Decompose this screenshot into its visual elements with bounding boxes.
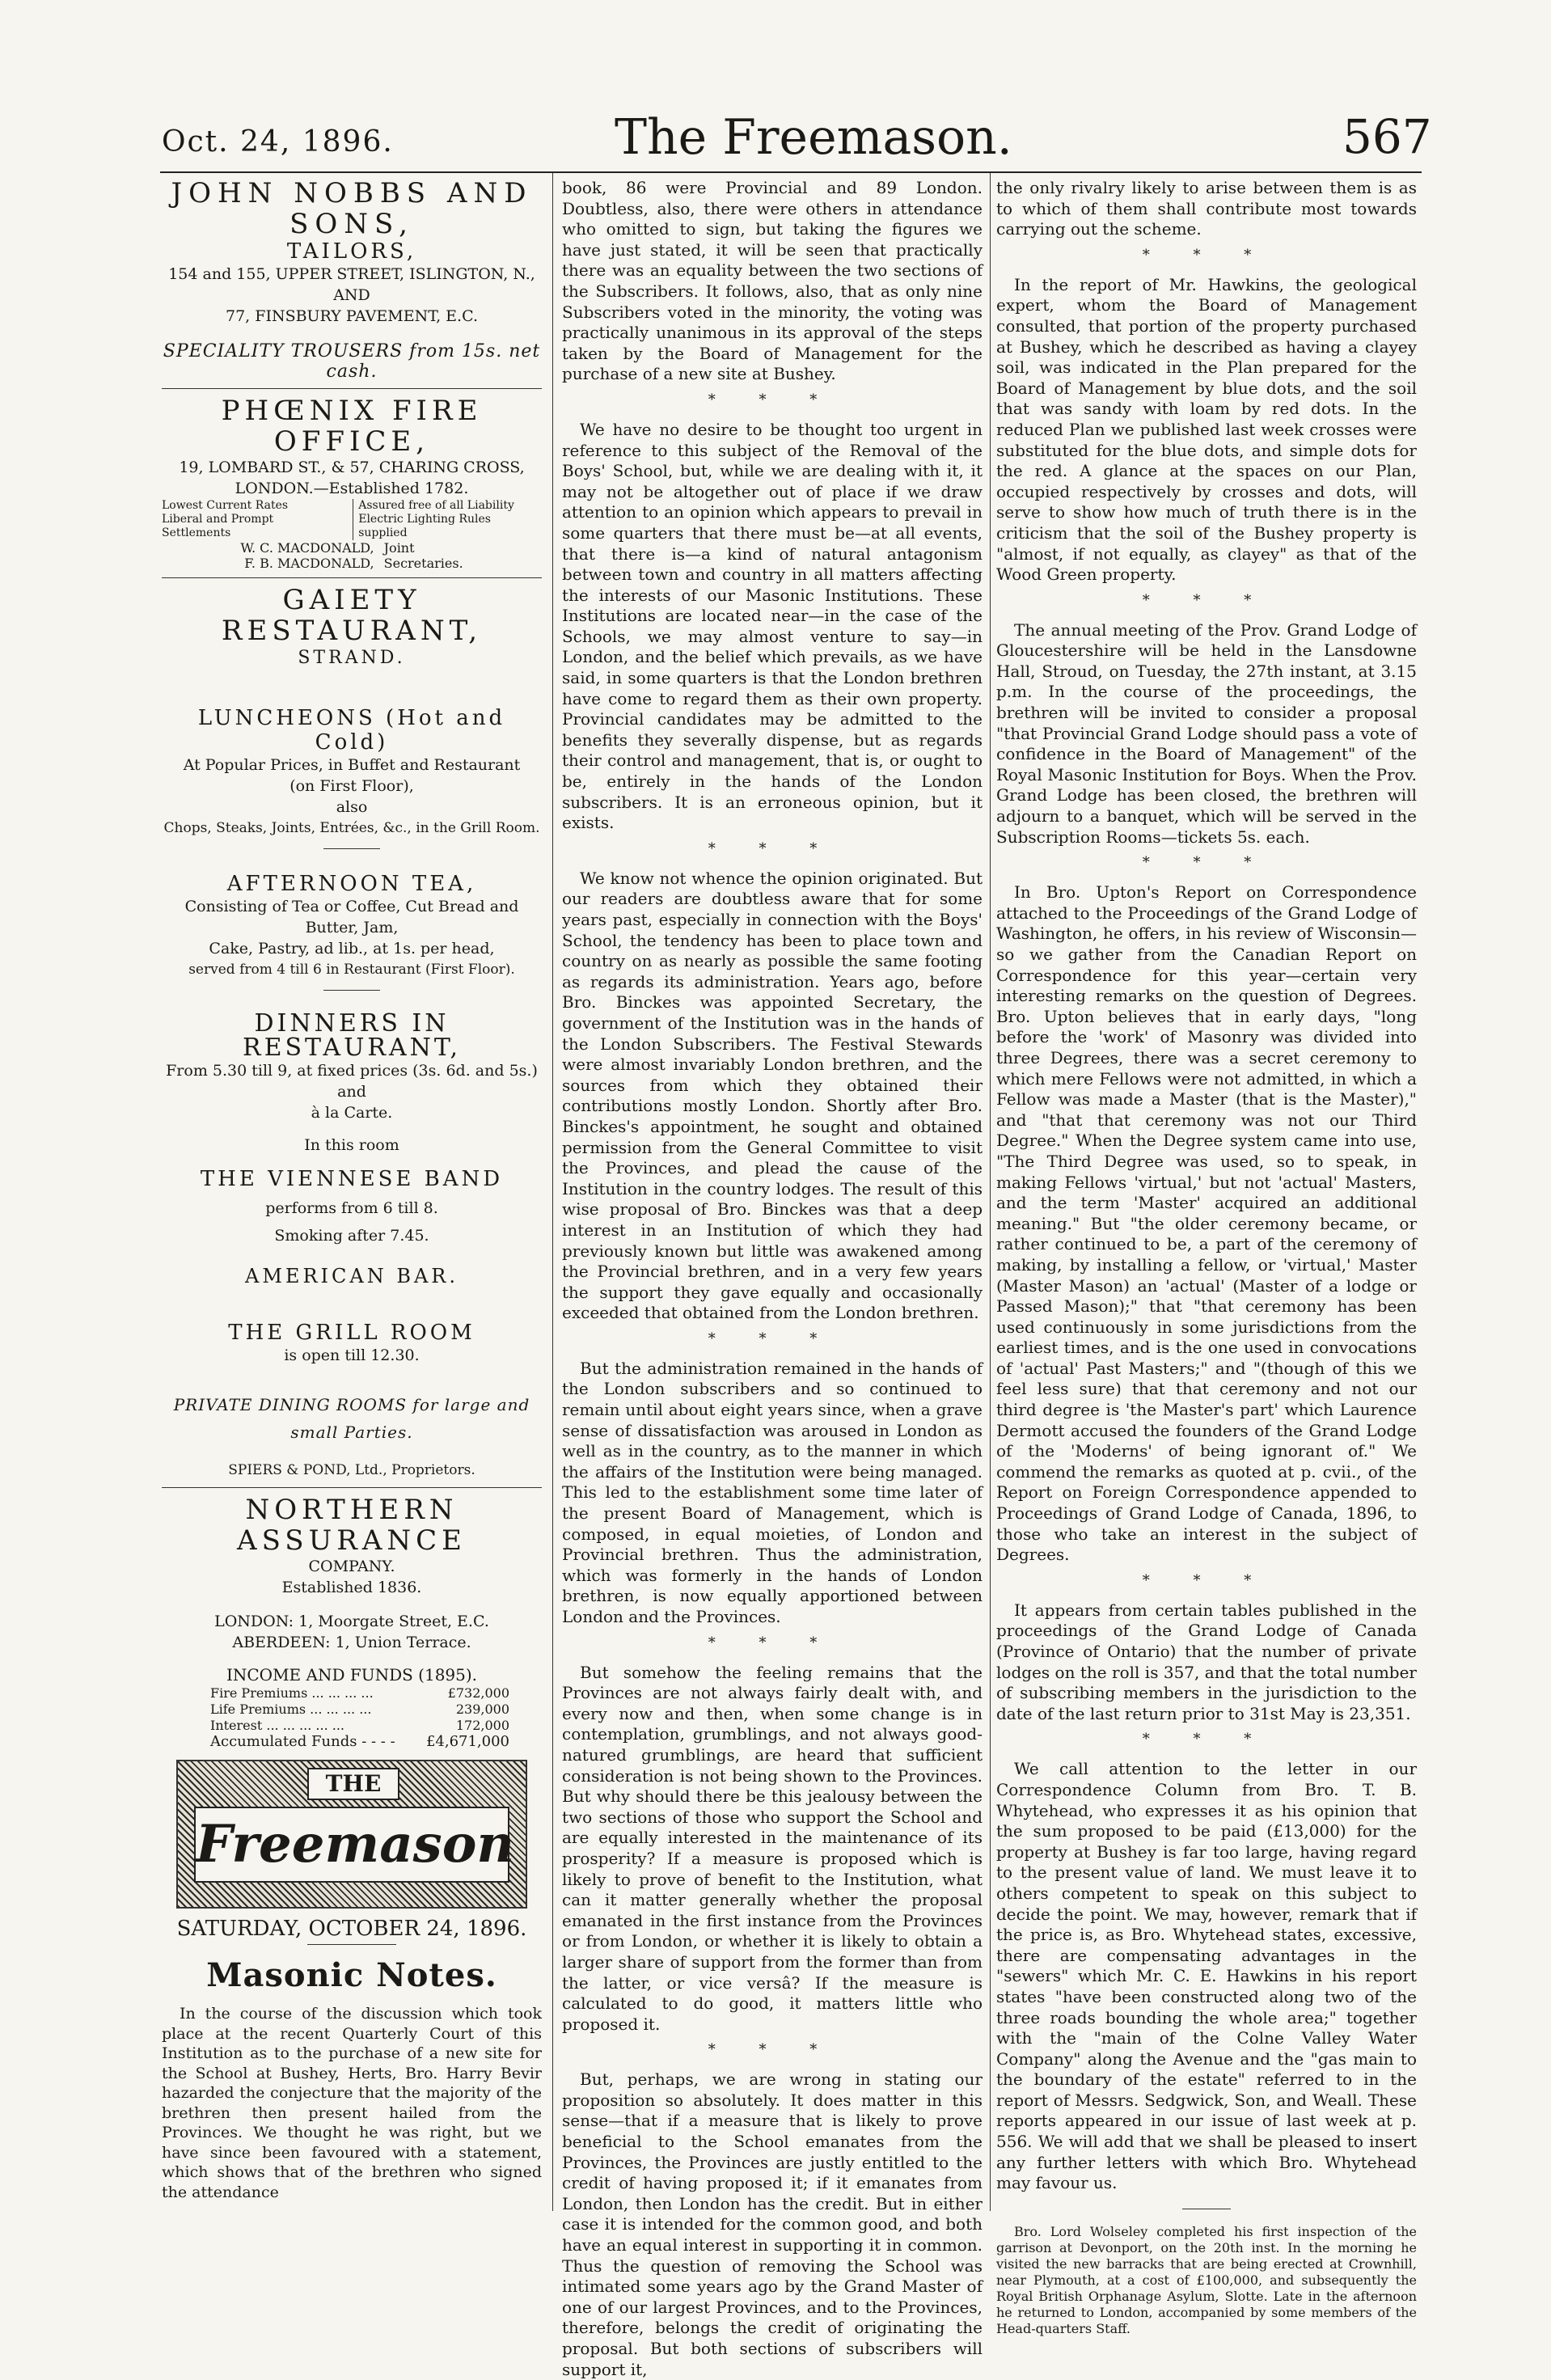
article-column-3 — [996, 178, 1417, 2350]
funds-row — [210, 1702, 542, 1718]
header-rule — [160, 171, 1422, 173]
ad-northern — [162, 1494, 542, 1750]
article-paragraph: The annual meeting of the Prov. Grand Lodge of Gloucestershire will be held in the Lansdowne Hall, Stroud, on Tuesday, the 27th instant, at 3.15 p.m. In the course of the proceedings, the brethren will be invited to consider a proposal "that Provincial Grand Lodge should pass a vote of confidence in the Board of Management" of the Royal Masonic Institution for Boys. When the Prov. Grand Lodge has been closed, the brethren will adjourn to a banquet, which will be served in the Subscription Rooms—tickets 5s. each. — [996, 619, 1417, 847]
article-paragraph: book, 86 were Provincial and 89 London. Doubtless, also, there were others in attendance who omitted to sign, but taking the figures we have just stated, it will be seen that practically there was an equality between the two sections of the Subscribers. It follows, also, that as only nine Subscribers voted in the minority, the voting was practically unanimous in its approval of the steps taken by the Board of Management for the purchase of a new site at Bushey. — [562, 178, 983, 384]
ad-divider — [162, 577, 542, 578]
funds-value: 172,000 — [455, 1718, 509, 1733]
ad-line: served from 4 till 6 in Restaurant (First Floor). — [188, 962, 515, 978]
ad-address: 19, LOMBARD ST., & 57, CHARING CROSS, — [179, 459, 525, 476]
ad-title: NORTHERN ASSURANCE — [237, 1494, 467, 1557]
ad-note: Liberal and Prompt Settlements — [162, 513, 274, 539]
ad-line: Consisting of Tea or Coffee, Cut Bread and Butter, Jam, — [184, 898, 519, 936]
ad-phoenix — [162, 395, 542, 571]
ad-heading: AMERICAN BAR. — [245, 1265, 459, 1287]
ad-and: AND — [333, 286, 370, 304]
ad-line: At Popular Prices, in Buffet and Restaurant — [183, 756, 521, 774]
section-stars: * * * — [1142, 1571, 1271, 1589]
ad-address: ABERDEEN: 1, Union Terrace. — [232, 1634, 471, 1651]
news-item: Bro. Lord Wolseley completed his first inspection of the garrison at Devonport, on the 20th inst. In the morning he visited the new barracks that are being erected at Crownhill, near Plymouth, at a cost of £100,000, and subsequently the Royal British Orphanage Asylum, Slotte. Late in the afternoon he returned to London, accompanied by some members of the Head-quarters Staff. — [996, 2223, 1417, 2336]
ad-nobbs — [162, 178, 542, 382]
ad-established: LONDON.—Established 1782. — [235, 480, 469, 497]
section-stars: * * * — [1142, 591, 1271, 609]
section-stars: * * * — [1142, 854, 1271, 872]
funds-table — [162, 1685, 542, 1750]
article-paragraph: We know not whence the opinion originated. But our readers are doubtless aware that for some years past, especially in connection with the Boys' School, the tendency has been to place town and country on as nearly as possible the same footing as regards its administration. Years ago, before Bro. Binckes was appointed Secretary, the government of the Institution was in the hands of the London Subscribers. The Festival Stewards were almost invariably London brethren, and the sources from which they obtained their contributions mostly London. Shortly after Bro. Binckes's appointment, he sought and obtained permission from the General Committee to visit the Provinces, and plead the cause of the Institution in the country lodges. The result of this wise proposal of Bro. Binckes was that a deep interest in an Institution of which they had previously known but little was awakened among the Provincial brethren, and in a very few years the support they gave equally and occasionally exceeded that obtained from the London brethren. — [562, 868, 983, 1323]
issue-date: Oct. 24, 1896. — [162, 125, 394, 159]
ad-note: Lowest Current Rates — [162, 499, 289, 512]
ad-note: Electric Lighting Rules supplied — [358, 513, 491, 539]
ad-line: Established 1836. — [281, 1579, 422, 1596]
ad-line: From 5.30 till 9, at fixed prices (3s. 6d. and 5s.) and — [166, 1062, 538, 1101]
ad-short-rule — [323, 848, 380, 849]
article-paragraph: We call attention to the letter in our Correspondence Column from Bro. T. B. Whytehead, who expresses it as his opinion that the sum proposed to be paid (£13,000) for the property at Bushey is far too large, having regard to the present value of land. We must leave it to others competent to speak on this subject to decide the point. We may, however, remark that if the price is, as Bro. Whytehead states, excessive, there are compensating advantages in the "sewers" which Mr. C. E. Hawkins in his report states "have been constructed along two of the three roads bounding the whole area;" together with the "main of the Colne Valley Water Company" along the Avenue and the "gas main to the boundary of the estate" referred to in the report of Messrs. Sedgwick, Son, and Weall. These reports appeared in our issue of last week at p. 556. We will add that we shall be pleased to insert any further letters with which Bro. Whytehead may favour us. — [996, 1759, 1417, 2193]
ad-proprietors: SPIERS & POND, Ltd., Proprietors. — [228, 1462, 475, 1478]
funds-row — [210, 1718, 542, 1734]
column-divider — [552, 173, 553, 2211]
section-stars: * * * — [708, 839, 837, 857]
funds-value: £4,671,000 — [425, 1733, 509, 1750]
ad-line: In this room — [304, 1136, 399, 1154]
ad-title: JOHN NOBBS AND SONS, — [171, 177, 533, 240]
article-paragraph: But somehow the feeling remains that the Provinces are not always fairly dealt with, and every now and then, when some change is in contemplation, grumblings, and not always good-natured grumblings, are heard that sufficient consideration is not being shown to the Provinces. But why should there be this jealousy between the two sections of those who support the School and are equally interested in the maintenance of its prosperity? If a measure is proposed which is likely to prove of benefit to the Institution, what can it matter generally whether the proposal emanated in the first instance from the Provinces or from London, or whether it is likely to obtain a larger share of support from the former than from the latter, or vice versâ? If the measure is calculated to do good, it matters little who proposed it. — [562, 1662, 983, 2034]
ad-line: PRIVATE DINING ROOMS for large and — [173, 1395, 530, 1414]
section-stars: * * * — [708, 391, 837, 408]
ad-address: LONDON: 1, Moorgate Street, E.C. — [214, 1613, 489, 1630]
section-stars: * * * — [708, 2041, 837, 2059]
ad-heading: INCOME AND FUNDS (1895). — [226, 1665, 478, 1685]
ad-address: 77, FINSBURY PAVEMENT, E.C. — [226, 307, 478, 325]
ad-heading: LUNCHEONS (Hot and Cold) — [197, 706, 506, 755]
ad-secretary: W. C. MACDONALD, — [240, 540, 374, 556]
ad-note: Assured free of all Liability — [358, 499, 514, 512]
ad-location: STRAND. — [298, 648, 406, 668]
article-paragraph: In the course of the discussion which took place at the recent Quarterly Court of this Institution as to the purchase of a new site for the School at Bushey, Herts, Bro. Harry Bevir hazarded the conjecture that the majority of the brethren then present hailed from the Provinces. We thought he was right, but we have since been favoured with a statement, which shows that of the brethren who signed the attendance — [162, 2005, 542, 2201]
section-stars: * * * — [1142, 246, 1271, 264]
ad-line: (on First Floor), — [289, 777, 414, 795]
ad-line: Chops, Steaks, Joints, Entrées, &c., in the Grill Room. — [163, 820, 540, 836]
dateline-rule — [307, 1944, 396, 1945]
funds-value: £732,000 — [447, 1685, 509, 1701]
ad-line: à la Carte. — [311, 1104, 393, 1122]
masthead-the: THE — [307, 1768, 399, 1800]
ad-divider — [162, 388, 542, 389]
ad-subtitle: TAILORS, — [286, 239, 417, 264]
ad-secretary: F. B. MACDONALD, — [244, 556, 374, 571]
ad-gaiety — [162, 585, 542, 1481]
ad-line: COMPANY. — [308, 1558, 395, 1575]
article-paragraph: It appears from certain tables published in the proceedings of the Grand Lodge of Canada (Province of Ontario) that the number of private lodges on the roll is 357, and that the total number of subscribing members in the jurisdiction to the date of the last return prior to 31st May is 23,351. — [996, 1600, 1417, 1723]
section-stars: * * * — [708, 1634, 837, 1651]
ad-joint: Joint — [383, 540, 415, 556]
ad-address: 154 and 155, UPPER STREET, ISLINGTON, N., — [168, 265, 535, 283]
funds-label: Accumulated Funds - - - - — [210, 1733, 395, 1750]
ad-heading: THE VIENNESE BAND — [200, 1167, 504, 1191]
article-paragraph: In Bro. Upton's Report on Correspondence attached to the Proceedings of the Grand Lodge of Washington, he offers, in his review of Wisconsin—so we gather from the Canadian Report on Correspondence for this year—certain very interesting remarks on the question of Degrees. Bro. Upton believes that in early days, "long before the 'work' of Masonry was divided into three Degrees, there was a secret ceremony to which mere Fellows were not admitted, in which a Fellow was made a Master (that is the Master)," and "that that ceremony was not our Third Degree." When the Degree system came into use, "The Third Degree was used, so to speak, in making Fellows 'virtual,' but not 'actual' Masters, and the term 'Master' acquired an additional meaning." But "the older ceremony became, or rather continued to be, a part of the ceremony of making, by installing a fellow, or 'virtual,' Master (Master Mason) an 'actual' (Master of a lodge or Passed Mason);" that "that ceremony has been used continuously in some jurisdictions from the earliest times, and is the one used in convocations of 'actual' Past Masters;" and "(though of this we feel less sure) that that ceremony and not our third degree is 'the Master's part' which Laurence Dermott accused the founders of the Grand Lodge of the 'Moderns' of being ignorant of." We commend the remarks as quoted at p. cvii., of the Report on Foreign Correspondence appended to Proceedings of Grand Lodge of Canada, 1896, to those who take an interest in the subject of Degrees. — [996, 882, 1417, 1565]
column-divider — [990, 173, 991, 2211]
ad-line: is open till 12.30. — [284, 1346, 420, 1364]
article-paragraph: In the report of Mr. Hawkins, the geological expert, whom the Board of Management consulted, that portion of the property purchased at Bushey, which he described as having a clayey soil, was indicated in the Plan prepared for the Board of Management by blue dots, and the soil that was sandy with loam by red dots. In the reduced Plan we published last week crosses were substituted for the blue dots, and simple dots for the red. A glance at the spaces on our Plan, occupied respectively by crosses and dots, will serve to show how much of truth there is in the criticism that the soil of the Bushey property is "almost, if not equally, as clayey" as that of the Wood Green property. — [996, 274, 1417, 585]
funds-label: Fire Premiums ... ... ... ... — [210, 1685, 374, 1701]
article-paragraph: We have no desire to be thought too urgent in reference to this subject of the Removal of the Boys' School, but, while we are dealing with it, it may not be altogether out of place if we draw attention to an opinion which appears to prevail in some quarters that there must be—at all events, that there is—a kind of natural antagonism between town and country in all matters affecting the interests of our Masonic Institutions. These Institutions are located near—in the case of the Schools, we may almost venture to say—in London, and the belief which prevails, as we have said, in some quarters is that the London brethren have come to regard them as their own property. Provincial candidates may be admitted to the benefits they severally dispense, but as regards their control and management, that is, or ought to be, entirely in the hands of the London subscribers. It is an erroneous opinion, but it exists. — [562, 419, 983, 833]
section-stars: * * * — [1142, 1731, 1271, 1748]
ad-title: GAIETY RESTAURANT, — [221, 584, 483, 647]
ad-short-rule — [323, 990, 380, 991]
funds-label: Life Premiums ... ... ... ... — [210, 1702, 372, 1717]
ad-title: PHŒNIX FIRE OFFICE, — [221, 395, 483, 458]
advert-column — [162, 178, 542, 2202]
ad-speciality: SPECIALITY TROUSERS from 15s. net cash. — [163, 341, 541, 382]
article-paragraph: But the administration remained in the hands of the London subscribers and so continued to remain until about eight years since, when a grave sense of dissatisfaction was aroused in London as well as in the country, as to the manner in which the affairs of the Institution were being managed. This led to the establishment some time later of the present Board of Management, which is composed, in equal moieties, of London and Provincial brethren. Thus the administration, which was formerly in the hands of London brethren, is now equally apportioned between London and the Provinces. — [562, 1358, 983, 1626]
funds-row — [210, 1685, 542, 1702]
page-number: 567 — [1342, 109, 1432, 164]
newspaper-title: The Freemason. — [615, 109, 1012, 166]
ad-line: performs from 6 till 8. — [265, 1199, 438, 1217]
ad-heading: DINNERS IN RESTAURANT, — [243, 1009, 461, 1062]
article-column-2 — [562, 178, 983, 2380]
ad-line: small Parties. — [290, 1423, 413, 1442]
ad-line: Cake, Pastry, ad lib., at 1s. per head, — [209, 940, 495, 957]
ad-heading: AFTERNOON TEA, — [226, 872, 477, 896]
ad-line: Smoking after 7.45. — [274, 1227, 429, 1245]
funds-label: Interest ... ... ... ... ... — [210, 1718, 344, 1733]
freemason-masthead-logo — [176, 1760, 527, 1909]
ad-line: also — [336, 798, 368, 816]
section-stars: * * * — [708, 1330, 837, 1347]
masthead-name: Freemason — [194, 1807, 509, 1883]
article-paragraph: But, perhaps, we are wrong in stating our proposition so absolutely. It does matter in this sense—that if a measure that is likely to prove beneficial to the School emanates from the Provinces, the Provinces are justly entitled to the credit of having proposed it; if it emanates from London, then London has the credit. But in either case it is intended for the common good, and both have an equal interest in supporting it in common. Thus the question of removing the School was intimated some years ago by the Grand Master of one of our largest Provinces, and to the Provinces, therefore, belongs the credit of originating the proposal. But both sections of subscribers will support it, — [562, 2069, 983, 2379]
issue-dateline: SATURDAY, OCTOBER 24, 1896. — [176, 1917, 527, 1941]
ad-heading: THE GRILL ROOM — [228, 1321, 475, 1345]
funds-value: 239,000 — [455, 1702, 509, 1717]
funds-row — [210, 1734, 542, 1750]
ad-divider — [162, 1487, 542, 1488]
ad-secretaries: Secretaries. — [383, 556, 463, 571]
article-paragraph: the only rivalry likely to arise between them is as to which of them shall contribute most towards carrying out the scheme. — [996, 178, 1417, 239]
section-heading: Masonic Notes. — [206, 1956, 497, 1994]
